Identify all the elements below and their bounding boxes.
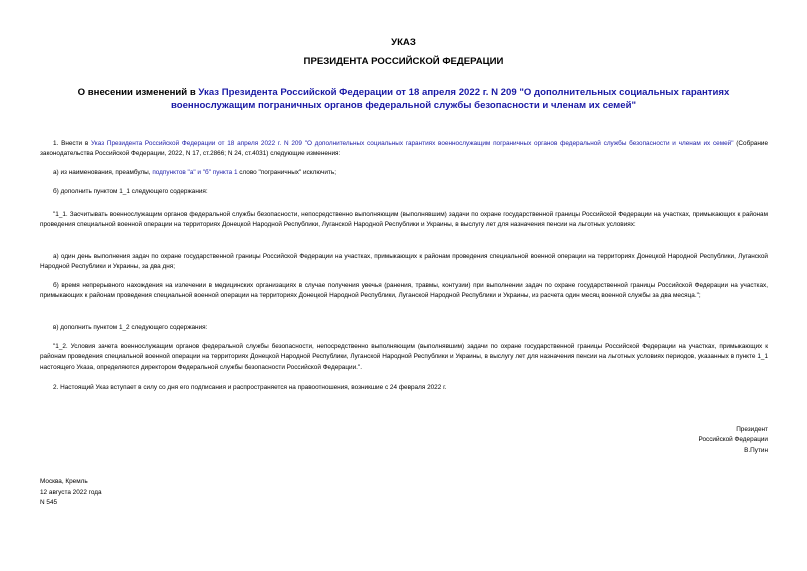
document-heading bbox=[40, 86, 767, 112]
paragraph-b: б) дополнить пунктом 1_1 следующего содержания: bbox=[53, 188, 208, 195]
paragraph-point-1-1: "1_1. Засчитывать военнослужащим органов федеральной службы безопасности, непосредственно выполняющим (выполнявшим) задачи по охране государственной границы Российской Федерации на участках, примыкающих к районам проведения специальной военной операции на территориях Донецкой Народной Республики, Луганской Народной Республики и Украины, в выслугу лет для назначения пенсии на льготных условиях: bbox=[40, 211, 768, 229]
place-of-signing: Москва, Кремль bbox=[40, 478, 88, 485]
subpoints-link[interactable]: подпунктов "а" и "б" пункта 1 bbox=[152, 169, 238, 176]
heading-decree-link[interactable]: Указ Президента Российской Федерации от 18 апреля 2022 г. N 209 "О дополнительных социальных гарантиях военнослужащим пограничных органов федеральной службы безопасности и членам их семей" bbox=[170, 87, 730, 111]
paragraph-point-1-1-a: а) один день выполнения задач по охране государственной границы Российской Федерации на участках, примыкающих к районам проведения специальной военной операции на территориях Донецкой Народной Республики, Луганской Народной Республики и Украины, за два дня; bbox=[40, 253, 768, 271]
signature-position: Президент bbox=[736, 426, 768, 433]
document-issuer-title: ПРЕЗИДЕНТА РОССИЙСКОЙ ФЕДЕРАЦИИ bbox=[303, 56, 504, 67]
paragraph-point-1-2: "1_2. Условия зачета военнослужащим органов федеральной службы безопасности, непосредственно выполняющим (выполнявшим) задачи по охране государственной границы Российской Федерации на участках, примыкающих к районам проведения специальной военной операции на территориях Донецкой Народной Республики, Луганской Народной Республики и Украины, в выслугу лет для назначения пенсии на льготных условиях периодов, указанных в пункте 1_1 настоящего Указа, определяются директором Федеральной службы безопасности Российской Федерации.". bbox=[40, 343, 768, 371]
date-of-signing: 12 августа 2022 года bbox=[40, 488, 102, 496]
paragraph-1-prefix: 1. Внести в bbox=[53, 140, 92, 147]
signature-country: Российской Федерации bbox=[698, 436, 768, 444]
paragraph-a-prefix: а) из наименования, преамбулы, bbox=[53, 169, 153, 176]
paragraph-a bbox=[40, 168, 768, 178]
decree-209-link[interactable]: Указ Президента Российской Федерации от 18 апреля 2022 г. N 209 "О дополнительных социальных гарантиях военнослужащим пограничных органов федеральной службы безопасности и членам их семей" bbox=[91, 140, 734, 147]
document-type-title: УКАЗ bbox=[391, 37, 416, 48]
paragraph-1-suffix: (Собрание законодательства Российской Федерации, 2022, N 17, ст.2866; N 24, ст.4031) следующие изменения: bbox=[40, 140, 768, 158]
paragraph-point-1-1-b: б) время непрерывного нахождения на излечении в медицинских организациях в случае получения увечья (ранения, травмы, контузии) при выполнении задач по охране государственной границы Российской Федерации на участках, примыкающих к районам проведения специальной военной операции на территориях Донецкой Народной Республики, Луганской Народной Республики и Украины, из расчета один месяц военной службы за два месяца."; bbox=[40, 282, 768, 300]
paragraph-v: в) дополнить пунктом 1_2 следующего содержания: bbox=[53, 324, 208, 331]
signature-name: В.Путин bbox=[744, 446, 768, 454]
decree-number: N 545 bbox=[40, 499, 58, 507]
place-date-block bbox=[40, 477, 240, 509]
paragraph-a-suffix: слово "пограничных" исключить; bbox=[237, 169, 336, 176]
paragraph-2: 2. Настоящий Указ вступает в силу со дня его подписания и распространяется на правоотношения, возникшие с 24 февраля 2022 г. bbox=[53, 384, 447, 391]
heading-prefix: О внесении изменений в bbox=[77, 87, 199, 98]
signature-block bbox=[568, 425, 768, 456]
paragraph-1 bbox=[40, 139, 768, 160]
